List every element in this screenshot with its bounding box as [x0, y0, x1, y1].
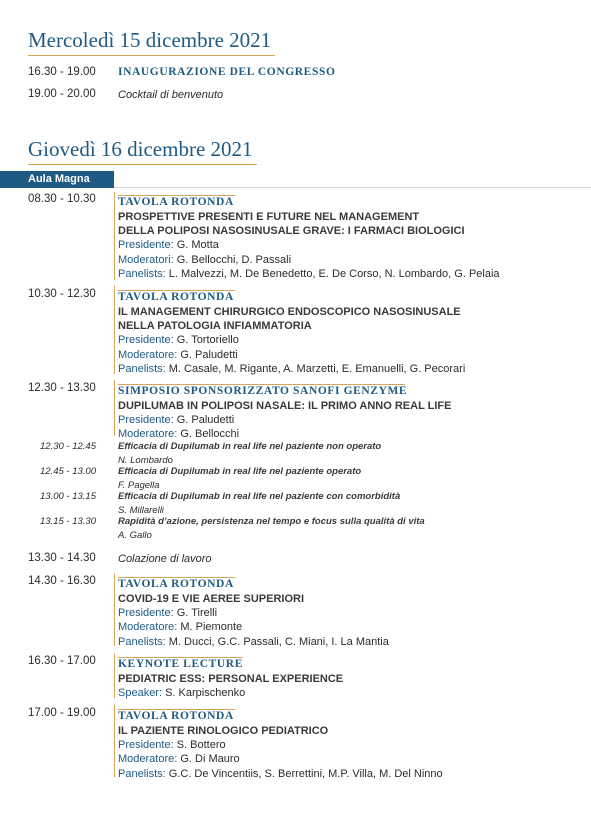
role-value: M. Ducci, G.C. Passali, C. Miani, I. La Mantia [168, 635, 389, 648]
role-label: Speaker: [118, 687, 163, 700]
session-symposium [118, 381, 451, 442]
talk-time: 12.45 - 13.00 [40, 466, 96, 477]
session-keynote [118, 654, 343, 700]
session-title: PROSPETTIVE PRESENTI E FUTURE NEL MANAGEMENT [118, 211, 420, 223]
session-title: IL MANAGEMENT CHIRURGICO ENDOSCOPICO NASOSINUSALE [118, 306, 461, 318]
session-rule [114, 286, 115, 374]
session-tavola-rotonda-4 [118, 706, 443, 781]
session-title: PEDIATRIC ESS: PERSONAL EXPERIENCE [118, 673, 344, 685]
role-label: Moderatore: [118, 753, 178, 766]
session-rule [114, 574, 115, 646]
role-value: G. Paludetti [176, 414, 235, 427]
room-divider [114, 187, 591, 188]
role-label: Panelists: [118, 267, 166, 280]
talk-speaker: S. Millarelli [118, 505, 164, 516]
role-value: G. Bellocchi, D. Passali [176, 253, 292, 266]
talk-title: Efficacia di Dupilumab in real life nel paziente operato [118, 466, 362, 477]
talk-time: 13.00 - 13.15 [40, 491, 96, 502]
role-value: M. Casale, M. Rigante, A. Marzetti, E. Emanuelli, G. Pecorari [168, 362, 466, 375]
session-title: COVID-19 E VIE AEREE SUPERIORI [118, 593, 305, 605]
room-bar: Aula Magna [0, 171, 114, 188]
role-label: Presidente: [118, 739, 174, 752]
role-value: M. Piemonte [180, 621, 243, 634]
session-title-cont: NELLA PATOLOGIA INFIAMMATORIA [118, 320, 312, 333]
day-title-thursday: Giovedì 16 dicembre 2021 [28, 137, 257, 165]
session-rule [114, 654, 115, 698]
role-label: Moderatore: [118, 621, 178, 634]
session-category: KEYNOTE LECTURE [118, 658, 243, 670]
talk-time: 12.30 - 12.45 [40, 441, 96, 452]
session-time: 12.30 - 13.30 [28, 382, 96, 394]
role-label: Moderatore: [118, 428, 178, 441]
role-label: Presidente: [118, 239, 174, 252]
lunch-label: Colazione di lavoro [118, 553, 212, 565]
session-time: 08.30 - 10.30 [28, 193, 96, 205]
session-time: 17.00 - 19.00 [28, 707, 96, 719]
role-value: G.C. De Vincentiis, S. Berrettini, M.P. Villa, M. Del Ninno [168, 767, 443, 780]
time-cocktail: 19.00 - 20.00 [28, 88, 96, 100]
talk-title: Rapidità d’azione, persistenza nel tempo e focus sulla qualità di vita [118, 516, 425, 527]
session-category: TAVOLA ROTONDA [118, 710, 234, 722]
session-category: TAVOLA ROTONDA [118, 196, 234, 208]
role-label: Panelists: [118, 635, 166, 648]
time-lunch: 13.30 - 14.30 [28, 552, 96, 564]
session-tavola-rotonda-2 [118, 287, 465, 376]
session-time: 10.30 - 12.30 [28, 288, 96, 300]
talk-time: 13.15 - 13.30 [40, 516, 96, 527]
role-value: G. Motta [176, 239, 219, 252]
session-category: TAVOLA ROTONDA [118, 578, 234, 590]
role-value: G. Tirelli [176, 607, 218, 620]
role-value: G. Di Mauro [180, 753, 240, 766]
session-tavola-rotonda-1 [118, 192, 500, 281]
role-value: G. Tortoriello [176, 334, 239, 347]
session-rule [114, 380, 115, 436]
session-category: SIMPOSIO SPONSORIZZATO SANOFI GENZYME [118, 385, 408, 397]
session-tavola-rotonda-3 [118, 574, 389, 649]
talk-title: Efficacia di Dupilumab in real life nel paziente non operato [118, 441, 382, 452]
role-value: G. Bellocchi [180, 428, 240, 441]
talk-title: Efficacia di Dupilumab in real life nel paziente con comorbidità [118, 491, 401, 502]
session-time: 16.30 - 17.00 [28, 655, 96, 667]
role-value: L. Malvezzi, M. De Benedetto, E. De Corso, N. Lombardo, G. Pelaia [168, 267, 500, 280]
role-label: Panelists: [118, 767, 166, 780]
talk-speaker: A. Gallo [118, 530, 152, 541]
session-rule [114, 192, 115, 280]
role-label: Presidente: [118, 334, 174, 347]
session-title: IL PAZIENTE RINOLOGICO PEDIATRICO [118, 725, 329, 737]
role-value: G. Paludetti [180, 348, 238, 361]
session-category: TAVOLA ROTONDA [118, 291, 234, 303]
role-value: S. Bottero [176, 739, 226, 752]
session-time: 14.30 - 16.30 [28, 575, 96, 587]
session-title: DUPILUMAB IN POLIPOSI NASALE: IL PRIMO ANNO REAL LIFE [118, 400, 452, 412]
role-label: Presidente: [118, 414, 174, 427]
day-title-wednesday: Mercoledì 15 dicembre 2021 [28, 28, 275, 56]
role-label: Presidente: [118, 607, 174, 620]
talk-speaker: N. Lombardo [118, 455, 173, 466]
role-value: S. Karpischenko [165, 687, 246, 700]
time-inauguration: 16.30 - 19.00 [28, 66, 96, 78]
session-title-cont: DELLA POLIPOSI NASOSINUSALE GRAVE: I FARMACI BIOLOGICI [118, 225, 465, 238]
talk-speaker: F. Pagella [118, 480, 160, 491]
role-label: Moderatori: [118, 253, 174, 266]
role-label: Panelists: [118, 362, 166, 375]
session-rule [114, 705, 115, 777]
cocktail-label: Cocktail di benvenuto [118, 89, 224, 101]
inauguration-label: INAUGURAZIONE DEL CONGRESSO [118, 66, 336, 78]
role-label: Moderatore: [118, 348, 178, 361]
